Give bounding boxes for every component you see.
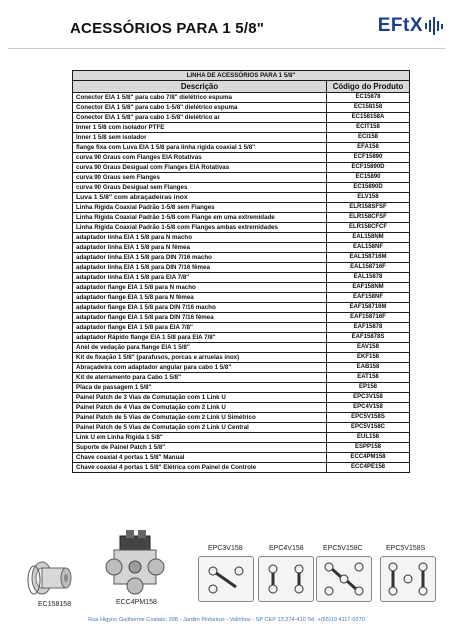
table-row xyxy=(73,343,410,353)
table-row xyxy=(73,143,410,153)
table-row xyxy=(73,213,410,223)
row-product-code: EAV158 xyxy=(327,343,410,353)
table-row xyxy=(73,333,410,343)
row-product-code: EPC4V158 xyxy=(327,403,410,413)
row-product-code: EAL158NM xyxy=(327,233,410,243)
row-description: adaptador flange EIA 1 5/8 para DIN 7/16 fêmea xyxy=(73,313,327,323)
row-product-code: ECC4PE158 xyxy=(327,463,410,473)
table-row xyxy=(73,293,410,303)
row-product-code: EUL158 xyxy=(327,433,410,443)
table-row xyxy=(73,263,410,273)
table-row xyxy=(73,413,410,423)
row-product-code: ELR158CFSF xyxy=(327,213,410,223)
row-product-code: EAB158 xyxy=(327,363,410,373)
row-description: curva 90 Graus sem Flanges xyxy=(73,173,327,183)
row-product-code: ELV158 xyxy=(327,193,410,203)
row-description: adaptador linha EIA 1 5/8 para N macho xyxy=(73,233,327,243)
table-row xyxy=(73,393,410,403)
table-row xyxy=(73,433,410,443)
row-description: curva 90 Graus com Flanges EIA Rotativas xyxy=(73,153,327,163)
label-epc5v158c: EPC5V158C xyxy=(323,545,363,552)
row-product-code: EP158 xyxy=(327,383,410,393)
row-description: adaptador linha EIA 1 5/8 para DIN 7/16 macho xyxy=(73,253,327,263)
row-description: adaptador Rápido flange EIA 1 5/8 para EIA 7/8" xyxy=(73,333,327,343)
row-description: Anel de vedação para flange EIA 1 5/8" xyxy=(73,343,327,353)
row-description: Placa de passagem 1 5/8" xyxy=(73,383,327,393)
row-product-code: EAL158NF xyxy=(327,243,410,253)
row-description: Conector EIA 1 5/8" para cabo 1-5/8" dielétrico ar xyxy=(73,113,327,123)
header-divider xyxy=(8,48,445,49)
row-product-code: EC158158 xyxy=(327,103,410,113)
row-description: Painel Patch de 5 Vias de Comutação com 2 Link U Simétrico xyxy=(73,413,327,423)
table-row xyxy=(73,153,410,163)
eftx-logo xyxy=(378,12,443,40)
table-row xyxy=(73,133,410,143)
patch-panel-3v-image xyxy=(198,556,254,602)
table-row xyxy=(73,403,410,413)
header-product-code: Código do Produto xyxy=(327,81,410,93)
table-row xyxy=(73,313,410,323)
row-product-code: EPC5V158C xyxy=(327,423,410,433)
row-description: adaptador flange EIA 1 5/8 para N fêmea xyxy=(73,293,327,303)
table-row xyxy=(73,183,410,193)
row-description: curva 90 Graus Desigual com Flanges EIA Rotativas xyxy=(73,163,327,173)
table-row xyxy=(73,113,410,123)
row-description: Inner 1 5/8 sem isolador xyxy=(73,133,327,143)
table-row xyxy=(73,193,410,203)
table-row xyxy=(73,303,410,313)
row-description: adaptador linha EIA 1 5/8 para DIN 7/16 fêmea xyxy=(73,263,327,273)
row-product-code: ECIT158 xyxy=(327,123,410,133)
row-product-code: ECC4PM158 xyxy=(327,453,410,463)
row-description: Painel Patch de 5 Vias de Comutação com 2 Link U Central xyxy=(73,423,327,433)
row-description: Luva 1 5/8" com abraçadeiras inox xyxy=(73,193,327,203)
table-row xyxy=(73,243,410,253)
table-row xyxy=(73,373,410,383)
table-caption: LINHA DE ACESSÓRIOS PARA 1 5/8" xyxy=(73,71,410,81)
row-product-code: EPC5V158S xyxy=(327,413,410,423)
row-description: Painel Patch de 3 Vias de Comutação com 1 Link U xyxy=(73,393,327,403)
row-product-code: EPC3V158 xyxy=(327,393,410,403)
coaxial-switch-image xyxy=(104,530,166,596)
table-row xyxy=(73,363,410,373)
row-product-code: EFA158 xyxy=(327,143,410,153)
row-product-code: EAF15878 xyxy=(327,323,410,333)
row-product-code: EAL15878 xyxy=(327,273,410,283)
table-caption-row xyxy=(73,71,410,81)
table-row xyxy=(73,233,410,243)
footer-address: Rua Higyno Guilherme Costato, 298 - Jardim Pinheiros - Valinhos - SP CEP 13.274-410 Tel. +(55)19 4117-0270 xyxy=(88,617,365,623)
label-epc3v158: EPC3V158 xyxy=(208,545,243,552)
row-description: Inner 1 5/8 com isolador PTFE xyxy=(73,123,327,133)
table-row xyxy=(73,163,410,173)
page-header xyxy=(0,0,453,56)
label-ec158158: EC158158 xyxy=(38,601,72,608)
row-product-code: ELR158SFSF xyxy=(327,203,410,213)
row-description: flange fixa com Luva EIA 1 5/8 para linha rígida coaxial 1 5/8" xyxy=(73,143,327,153)
label-ecc4pm158: ECC4PM158 xyxy=(116,599,157,606)
table-row xyxy=(73,453,410,463)
row-product-code: EC15890 xyxy=(327,173,410,183)
patch-panel-4v-image xyxy=(258,556,314,602)
logo-wave-icon xyxy=(425,17,443,35)
row-product-code: EAL158716M xyxy=(327,253,410,263)
row-description: adaptador linha EIA 1 5/8 para N fêmea xyxy=(73,243,327,253)
row-description: adaptador flange EIA 1 5/8 para EIA 7/8" xyxy=(73,323,327,333)
table-row xyxy=(73,203,410,213)
row-product-code: EAF158716F xyxy=(327,313,410,323)
row-product-code: EAF158NF xyxy=(327,293,410,303)
table-row xyxy=(73,283,410,293)
row-product-code: ESPP158 xyxy=(327,443,410,453)
row-description: Chave coaxial 4 portas 1 5/8" Manual xyxy=(73,453,327,463)
row-product-code: EC15890D xyxy=(327,183,410,193)
row-description: Painel Patch de 4 Vias de Comutação com 2 Link U xyxy=(73,403,327,413)
row-description: adaptador flange EIA 1 5/8 para DIN 7/16 macho xyxy=(73,303,327,313)
table-row xyxy=(73,123,410,133)
row-description: Linha Rígida Coaxial Padrão 1-5/8 sem Flanges xyxy=(73,203,327,213)
row-product-code: EC158158A xyxy=(327,113,410,123)
row-description: adaptador linha EIA 1 5/8 para EIA 7/8" xyxy=(73,273,327,283)
table-row xyxy=(73,463,410,473)
row-description: Kit de aterramento para Cabo 1 5/8" xyxy=(73,373,327,383)
table-row xyxy=(73,443,410,453)
row-product-code: EAF158NM xyxy=(327,283,410,293)
row-product-code: EAT158 xyxy=(327,373,410,383)
connector-image xyxy=(24,548,80,600)
row-product-code: ECF15890D xyxy=(327,163,410,173)
row-description: Conector EIA 1 5/8" para cabo 1-5/8" dielétrico espuma xyxy=(73,103,327,113)
row-description: Suporte de Painel Patch 1 5/8" xyxy=(73,443,327,453)
row-description: Linha Rígida Coaxial Padrão 1-5/8 com Flange em uma extremidade xyxy=(73,213,327,223)
table-row xyxy=(73,273,410,283)
row-description: adaptador flange EIA 1 5/8 para N macho xyxy=(73,283,327,293)
table-row xyxy=(73,93,410,103)
label-epc5v158s: EPC5V158S xyxy=(386,545,426,552)
row-product-code: EC15878 xyxy=(327,93,410,103)
row-description: Chave coaxial 4 portas 1 5/8" Elétrica com Painel de Controle xyxy=(73,463,327,473)
table-row xyxy=(73,383,410,393)
row-product-code: EAF15878S xyxy=(327,333,410,343)
page-title: ACESSÓRIOS PARA 1 5/8" xyxy=(70,20,265,37)
patch-panel-5v-symmetric-image xyxy=(380,556,436,602)
row-product-code: EAF158716M xyxy=(327,303,410,313)
row-product-code: ECI158 xyxy=(327,133,410,143)
header-description: Descrição xyxy=(73,81,327,93)
table-row xyxy=(73,253,410,263)
row-product-code: ELR158CFCF xyxy=(327,223,410,233)
patch-panel-5v-central-image xyxy=(316,556,372,602)
row-description: Abraçadeira com adaptador angular para cabo 1 5/8" xyxy=(73,363,327,373)
table-header-row xyxy=(73,81,410,93)
table-row xyxy=(73,173,410,183)
table-row xyxy=(73,323,410,333)
accessories-table xyxy=(72,70,410,473)
row-description: Link U em Linha Rígida 1 5/8" xyxy=(73,433,327,443)
row-description: Conector EIA 1 5/8" para cabo 7/8" dielétrico espuma xyxy=(73,93,327,103)
table-row xyxy=(73,103,410,113)
row-description: Kit de fixação 1 5/8" (parafusos, porcas e arruelas inox) xyxy=(73,353,327,363)
row-description: Linha Rígida Coaxial Padrão 1-5/8 com Flanges ambas extremidades xyxy=(73,223,327,233)
row-product-code: EKF158 xyxy=(327,353,410,363)
row-product-code: EAL158716F xyxy=(327,263,410,273)
table-row xyxy=(73,423,410,433)
row-description: curva 90 Graus Desigual sem Flanges xyxy=(73,183,327,193)
table-row xyxy=(73,223,410,233)
table-row xyxy=(73,353,410,363)
logo-text: EFtX xyxy=(377,15,423,36)
label-epc4v158: EPC4V158 xyxy=(269,545,304,552)
row-product-code: ECF15890 xyxy=(327,153,410,163)
